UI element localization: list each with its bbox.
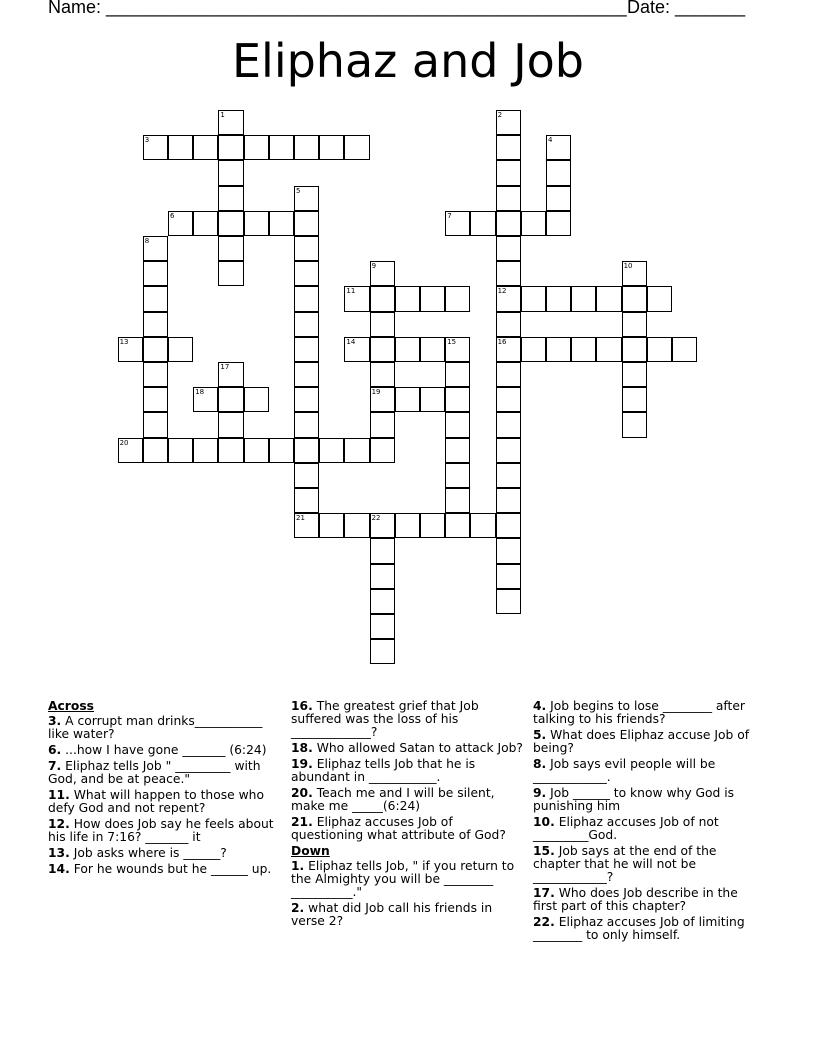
clue-number: 20. [291,786,313,800]
clue-text: Job says at the end of the chapter that he will not be ____________? [533,844,717,884]
grid-cell[interactable] [294,412,319,437]
grid-cell[interactable] [496,538,521,563]
cell-number: 1 [220,111,225,119]
clue-item [48,847,280,860]
grid-cell[interactable] [319,513,344,538]
grid-cell[interactable] [269,135,294,160]
grid-cell[interactable] [370,564,395,589]
clue-item [291,860,523,899]
grid-cell[interactable] [143,312,168,337]
cell-number: 22 [371,514,381,523]
date-field-label[interactable]: Date: _______ [627,0,746,17]
grid-cell[interactable] [218,160,243,185]
grid-cell[interactable] [647,337,672,362]
clue-item [291,902,523,928]
grid-cell[interactable] [143,337,168,362]
grid-cell[interactable] [319,438,344,463]
grid-cell[interactable] [496,236,521,261]
grid-cell[interactable] [445,286,470,311]
clue-text: What does Eliphaz accuse Job of being? [533,728,750,755]
cell-number: 5 [296,186,301,195]
cell-number: 7 [447,211,452,220]
grid-cell[interactable] [294,488,319,513]
clue-text: The greatest grief that Job suffered was the loss of his _____________? [291,699,479,739]
grid-cell[interactable] [294,337,319,362]
clue-item [533,729,765,755]
grid-cell[interactable] [143,286,168,311]
clue-item [291,700,523,739]
grid-cell[interactable] [496,135,521,160]
grid-cell[interactable] [294,362,319,387]
clue-number: 7. [48,759,62,773]
grid-cell[interactable] [546,160,571,185]
grid-cell[interactable] [370,589,395,614]
clue-number: 16. [291,699,313,713]
grid-cell[interactable] [143,135,168,160]
grid-cell[interactable] [218,211,243,236]
grid-cell[interactable] [496,463,521,488]
grid-cell[interactable] [445,412,470,437]
grid-cell[interactable] [370,412,395,437]
grid-cell[interactable] [395,286,420,311]
grid-cell[interactable] [294,261,319,286]
cell-number: 12 [497,287,507,296]
grid-cell[interactable] [143,261,168,286]
cell-number: 4 [548,136,553,145]
cell-number: 16 [497,337,507,346]
grid-cell[interactable] [370,513,395,538]
cell-number: 8 [144,237,150,245]
clue-item [48,744,280,757]
cell-number: 18 [195,388,205,397]
clue-item [48,760,280,786]
clue-number: 12. [48,817,70,831]
cell-number: 3 [144,136,150,145]
grid-cell[interactable] [218,186,243,211]
grid-cell[interactable] [143,387,168,412]
clue-number: 5. [533,728,547,742]
grid-cell[interactable] [496,186,521,211]
grid-cell[interactable] [521,211,546,236]
grid-cell[interactable] [496,438,521,463]
clue-text: Eliphaz tells Job that he is abundant in ___________. [291,757,476,784]
cell-number: 11 [346,287,356,296]
grid-cell[interactable] [546,186,571,211]
clue-item [533,845,765,884]
grid-cell[interactable] [496,286,521,311]
clue-item [533,758,765,784]
grid-cell[interactable] [496,160,521,185]
grid-cell[interactable] [395,337,420,362]
grid-cell[interactable] [244,135,269,160]
grid-cell[interactable] [445,438,470,463]
grid-cell[interactable] [420,286,445,311]
grid-cell[interactable] [496,589,521,614]
grid-cell[interactable] [546,211,571,236]
clue-text: What will happen to those who defy God and not repent? [48,788,264,815]
grid-cell[interactable] [370,312,395,337]
grid-cell[interactable] [622,261,647,286]
clue-text: How does Job say he feels about his life in 7:16? _______ it [48,817,274,844]
grid-cell[interactable] [370,387,395,412]
grid-cell[interactable] [470,513,495,538]
grid-cell[interactable] [496,513,521,538]
grid-cell[interactable] [218,387,243,412]
grid-cell[interactable] [370,362,395,387]
grid-cell[interactable] [319,135,344,160]
clue-text: Eliphaz accuses Job of questioning what attribute of God? [291,815,506,842]
grid-cell[interactable] [370,337,395,362]
cell-number: 21 [296,514,305,523]
grid-cell[interactable] [168,211,193,236]
grid-cell[interactable] [269,211,294,236]
clue-item [48,863,280,876]
clue-number: 15. [533,844,555,858]
grid-cell[interactable] [344,135,369,160]
grid-cell[interactable] [118,438,143,463]
grid-cell[interactable] [218,261,243,286]
cell-number: 10 [623,262,633,271]
grid-cell[interactable] [622,362,647,387]
grid-cell[interactable] [596,286,621,311]
grid-cell[interactable] [496,412,521,437]
grid-cell[interactable] [193,387,218,412]
clue-item [533,816,765,842]
grid-cell[interactable] [370,614,395,639]
clue-number: 8. [533,757,547,771]
grid-cell[interactable] [344,513,369,538]
grid-cell[interactable] [294,463,319,488]
clue-number: 3. [48,714,62,728]
grid-cell[interactable] [218,110,243,135]
clue-item [291,787,523,813]
grid-cell[interactable] [496,312,521,337]
clue-number: 9. [533,786,547,800]
grid-cell[interactable] [218,362,243,387]
clue-text: For he wounds but he ______ up. [69,862,272,876]
down-heading: Down [291,844,330,858]
clue-number: 4. [533,699,547,713]
grid-cell[interactable] [370,261,395,286]
grid-cell[interactable] [546,135,571,160]
grid-cell[interactable] [470,211,495,236]
grid-cell[interactable] [445,463,470,488]
grid-cell[interactable] [622,412,647,437]
cell-number: 13 [119,337,129,346]
grid-cell[interactable] [496,110,521,135]
grid-cell[interactable] [294,211,319,236]
grid-cell[interactable] [218,438,243,463]
grid-cell[interactable] [294,236,319,261]
clue-number: 17. [533,886,555,900]
clue-number: 1. [291,859,305,873]
name-field-label[interactable]: Name: ____________________________________________________ [48,0,627,17]
grid-cell[interactable] [344,337,369,362]
grid-cell[interactable] [294,286,319,311]
grid-cell[interactable] [571,286,596,311]
clue-text: Eliphaz accuses Job of limiting ________ to only himself. [533,915,745,942]
grid-cell[interactable] [445,211,470,236]
clue-text: A corrupt man drinks___________ like water? [48,714,263,741]
grid-cell[interactable] [496,362,521,387]
clue-text: Teach me and I will be silent, make me _____(6:24) [291,786,495,813]
clue-item [533,787,765,813]
clue-text: Job begins to lose ________ after talking to his friends? [533,699,745,726]
grid-cell[interactable] [445,387,470,412]
grid-cell[interactable] [496,387,521,412]
grid-cell[interactable] [420,513,445,538]
grid-cell[interactable] [193,438,218,463]
clue-number: 21. [291,815,313,829]
grid-cell[interactable] [294,312,319,337]
clue-item [533,916,765,942]
clues-column-1 [48,700,280,879]
clue-number: 13. [48,846,70,860]
grid-cell[interactable] [496,211,521,236]
grid-cell[interactable] [143,362,168,387]
grid-cell[interactable] [496,488,521,513]
clue-number: 10. [533,815,555,829]
grid-cell[interactable] [521,286,546,311]
clue-item [48,715,280,741]
grid-cell[interactable] [143,236,168,261]
grid-cell[interactable] [143,412,168,437]
page-title: Eliphaz and Job [231,34,584,88]
clue-number: 18. [291,741,313,755]
clue-number: 11. [48,788,70,802]
grid-cell[interactable] [445,513,470,538]
grid-cell[interactable] [370,538,395,563]
grid-cell[interactable] [294,135,319,160]
grid-cell[interactable] [370,639,395,664]
clue-item [533,700,765,726]
clue-text: Eliphaz accuses Job of not _________God. [533,815,719,842]
grid-cell[interactable] [496,564,521,589]
grid-cell[interactable] [647,286,672,311]
clue-text: Eliphaz tells Job, " if you return to the Almighty you will be ________ __________." [291,859,515,899]
grid-cell[interactable] [218,236,243,261]
cell-number: 19 [371,388,381,397]
across-heading: Across [48,699,94,713]
clue-text: Job ______ to know why God is punishing him [533,786,735,813]
grid-cell[interactable] [118,337,143,362]
cell-number: 14 [346,337,356,346]
grid-cell[interactable] [622,286,647,311]
clue-text: Job asks where is ______? [69,846,227,860]
clue-item [291,816,523,842]
clue-number: 6. [48,743,62,757]
grid-cell[interactable] [244,438,269,463]
cell-number: 2 [497,111,503,119]
grid-cell[interactable] [521,337,546,362]
grid-cell[interactable] [344,438,369,463]
grid-cell[interactable] [546,337,571,362]
clue-item [48,818,280,844]
grid-cell[interactable] [244,211,269,236]
grid-cell[interactable] [596,337,621,362]
clue-number: 2. [291,901,305,915]
grid-cell[interactable] [294,387,319,412]
clue-item [533,887,765,913]
clues-column-2 [291,700,523,931]
clue-item [48,789,280,815]
clues-column-3 [533,700,765,945]
grid-cell[interactable] [294,513,319,538]
grid-cell[interactable] [244,387,269,412]
grid-cell[interactable] [370,286,395,311]
grid-cell[interactable] [143,438,168,463]
cell-number: 17 [220,363,230,371]
grid-cell[interactable] [218,135,243,160]
grid-cell[interactable] [496,337,521,362]
grid-cell[interactable] [168,337,193,362]
grid-cell[interactable] [622,337,647,362]
clue-number: 22. [533,915,555,929]
grid-cell[interactable] [395,387,420,412]
cell-number: 6 [170,211,175,220]
grid-cell[interactable] [571,337,596,362]
grid-cell[interactable] [445,362,470,387]
grid-cell[interactable] [672,337,697,362]
cell-number: 15 [447,337,457,346]
grid-cell[interactable] [445,337,470,362]
cell-number: 20 [119,438,129,447]
clue-text: Eliphaz tells Job " _________ with God, and be at peace." [48,759,261,786]
clue-text: Who does Job describe in the first part of this chapter? [533,886,738,913]
grid-cell[interactable] [193,135,218,160]
clue-number: 14. [48,862,70,876]
grid-cell[interactable] [218,412,243,437]
grid-cell[interactable] [622,387,647,412]
grid-cell[interactable] [445,488,470,513]
grid-cell[interactable] [294,186,319,211]
clue-item [291,742,523,755]
grid-cell[interactable] [168,438,193,463]
grid-cell[interactable] [420,387,445,412]
clue-item [291,758,523,784]
grid-cell[interactable] [294,438,319,463]
grid-cell[interactable] [622,312,647,337]
grid-cell[interactable] [395,513,420,538]
cell-number: 9 [371,262,377,271]
grid-cell[interactable] [496,261,521,286]
clue-text: what did Job call his friends in verse 2? [291,901,493,928]
grid-cell[interactable] [344,286,369,311]
clue-text: Who allowed Satan to attack Job? [312,741,523,755]
grid-cell[interactable] [168,135,193,160]
grid-cell[interactable] [546,286,571,311]
clue-text: ...how I have gone _______ (6:24) [61,743,267,757]
clue-number: 19. [291,757,313,771]
clue-text: Job says evil people will be ____________. [533,757,716,784]
grid-cell[interactable] [269,438,294,463]
grid-cell[interactable] [420,337,445,362]
grid-cell[interactable] [370,438,395,463]
grid-cell[interactable] [193,211,218,236]
